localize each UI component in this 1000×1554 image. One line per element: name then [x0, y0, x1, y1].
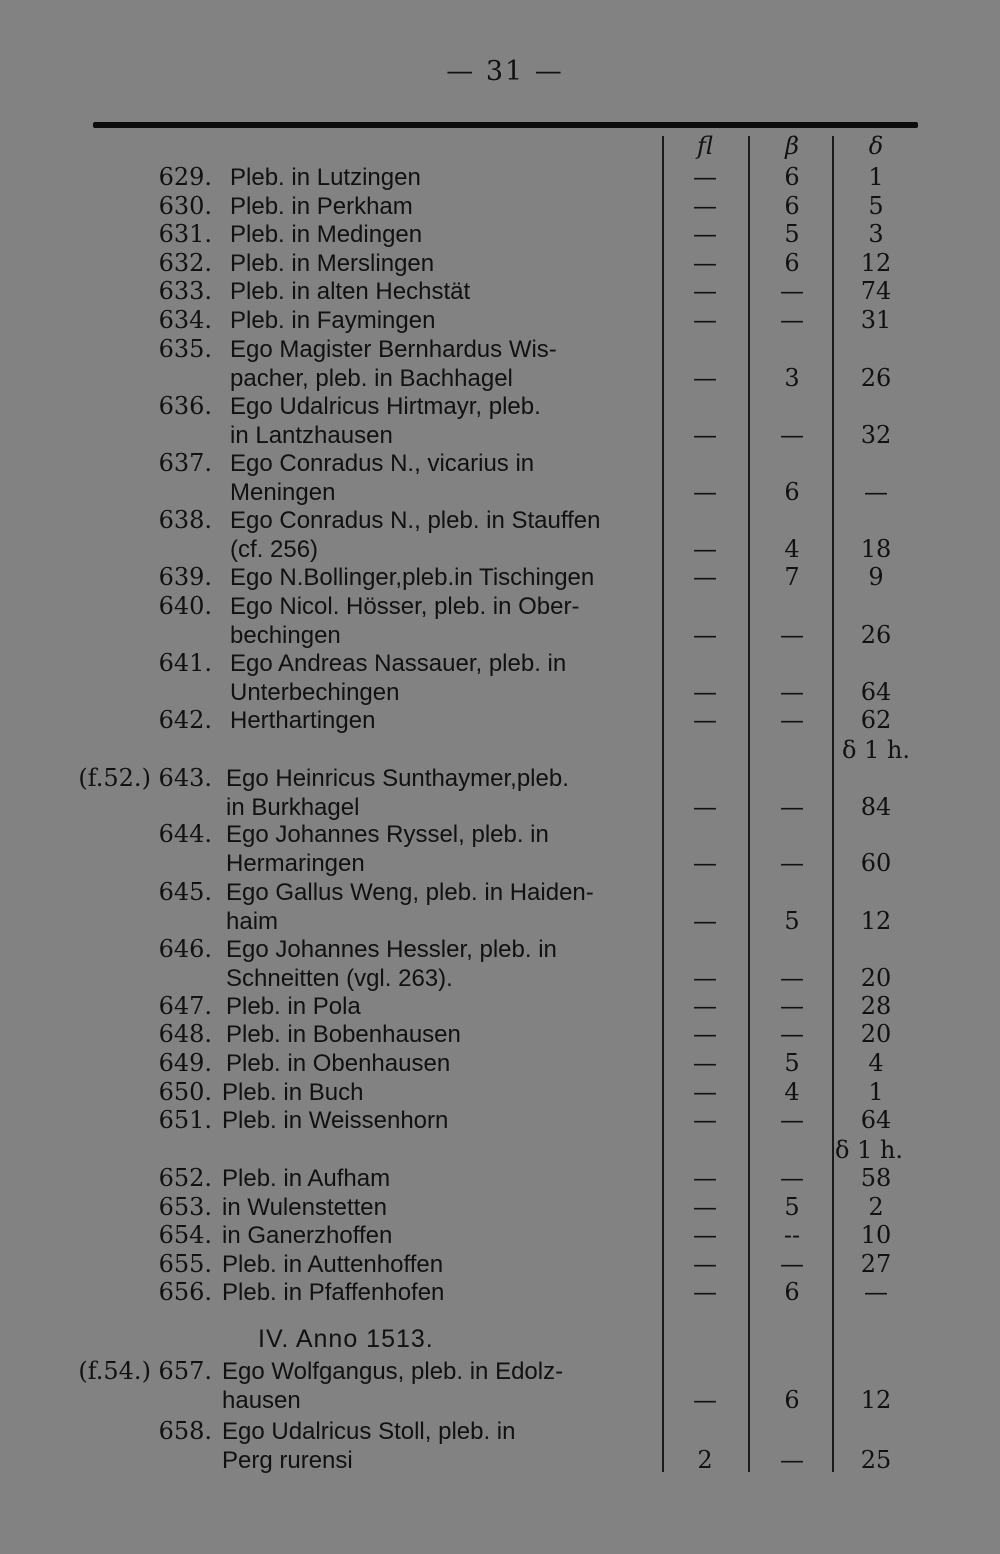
amount-delta: 3 [868, 220, 884, 248]
amount-beta: — [780, 964, 804, 992]
entry-text: Herthartingen [230, 707, 376, 734]
note: δ 1 h. [842, 736, 911, 764]
entry-text: Ego Johannes Hessler, pleb. in [226, 936, 557, 963]
amount-fl: — [693, 220, 717, 248]
entry-text: in Lantzhausen [230, 422, 393, 449]
entry-text: Meningen [230, 479, 336, 506]
amount-delta: 10 [860, 1221, 892, 1249]
amount-beta: 6 [784, 249, 800, 277]
amount-beta: 5 [784, 1049, 800, 1077]
amount-fl: — [693, 306, 717, 334]
amount-fl: — [693, 478, 717, 506]
amount-beta: -- [783, 1221, 801, 1249]
amount-beta: 6 [784, 192, 800, 220]
amount-fl: — [693, 1164, 717, 1192]
amount-fl: — [693, 1193, 717, 1221]
amount-delta: 84 [860, 793, 892, 821]
entry-text: Unterbechingen [230, 679, 400, 706]
entry-text: (cf. 256) [230, 536, 319, 563]
entry-text: Pleb. in Auttenhoffen [222, 1251, 444, 1278]
entry-text: Pleb. in Buch [222, 1079, 364, 1106]
entry-text: Pleb. in Weissenhorn [222, 1107, 449, 1134]
entry-text: Ego Heinricus Sunthaymer,pleb. [226, 765, 569, 792]
amount-fl: — [693, 992, 717, 1020]
entry-text: Ego Udalricus Hirtmayr, pleb. [230, 393, 541, 420]
amount-delta: 62 [860, 706, 892, 734]
amount-fl: — [693, 1250, 717, 1278]
amount-fl: — [693, 421, 717, 449]
amount-delta: 26 [860, 621, 892, 649]
amount-fl: — [693, 964, 717, 992]
document-page: — 31 — fl β δ 629. Pleb. in Lutzingen — 6 1 630. Pleb. in Perkham — 6 5 631. Pleb. in Medingen — 5 3 632. Pleb. in Merslingen — 6 12 633. Pleb. in alten Hechstät — — 74 634. Pleb. in Faymingen — — 31 635. Ego Magister Bernhardus Wis- pacher, pleb. in Bachhagel — 3 26 636. Ego Udalricus Hirtmayr, pleb. in Lantzhausen — — 32 637. Ego Conradus N., vicarius in Meningen — 6 — 638. Ego Conradus N., pleb. in Stauffen (cf. 256) — 4 18 639. Ego N.Bollinger,pleb.in Tischingen — 7 9 640. Ego Nicol. Hösser, pleb. in Ober- bechingen — — 26 641. Ego Andreas Nassauer, pleb. in Unterbechingen — — 64 642. Herthartingen — — 62 (f.52.) 643. Ego Heinricus Sunthaymer,pleb. in Burkhagel — — 84 644. Ego Johannes Ryssel, pleb. in Hermaringen — — 60 645. Ego Gallus Weng, pleb. in Haiden- haim — 5 12 646. Ego Johannes Hessler, pleb. in Schneitten (vgl. 263). — — 20 647. Pleb. in Pola — — 28 648. Pleb. in Bobenhausen — — 20 649. Pleb. in Obenhausen — 5 4 650. Pleb. in Buch — 4 1 651. Pleb. in Weissenhorn — — 64 652. Pleb. in Aufham — — 58 653. in Wulenstetten — 5 2 654. in Ganerzhoffen — -- 10 655. Pleb. in Auttenhoffen — — 27 656. Pleb. in Pfaffenhofen — 6 — (f.54.) 657. Ego Wolfgangus, pleb. in Edolz- hausen — 6 12 658. Ego Udalricus Stoll, pleb. in Perg rurensi 2 — 25 δ 1 h. δ 1 h. IV. Anno 1513. [0, 0, 1000, 1554]
entry-text: Schneitten (vgl. 263). [226, 965, 453, 992]
amount-fl: — [693, 907, 717, 935]
amount-delta: 60 [860, 849, 892, 877]
entry-text: pacher, pleb. in Bachhagel [230, 365, 513, 392]
entry-text: Ego Magister Bernhardus Wis- [230, 336, 557, 363]
amount-beta: 5 [784, 1193, 800, 1221]
amount-fl: — [693, 1049, 717, 1077]
amount-beta: — [780, 706, 804, 734]
amount-delta: 4 [868, 1049, 884, 1077]
column-divider [748, 136, 750, 1472]
entry-text: Pleb. in Lutzingen [230, 164, 421, 191]
entry-text: Ego Conradus N., vicarius in [230, 450, 535, 477]
amount-delta: 64 [860, 1106, 892, 1134]
entry-text: in Burkhagel [226, 794, 360, 821]
amount-delta: 20 [860, 964, 892, 992]
amount-beta: 6 [784, 478, 800, 506]
amount-fl: — [693, 849, 717, 877]
entry-text: Pleb. in Pola [226, 993, 361, 1020]
amount-beta: — [780, 306, 804, 334]
amount-fl: — [693, 706, 717, 734]
amount-fl: — [693, 1278, 717, 1306]
amount-beta: — [780, 1164, 804, 1192]
entry-text: Pleb. in alten Hechstät [230, 278, 471, 305]
amount-beta: — [780, 849, 804, 877]
column-header-fl: fl [696, 132, 713, 160]
entry-text: Ego Nicol. Hösser, pleb. in Ober- [230, 593, 580, 620]
entry-text: Pleb. in Medingen [230, 221, 423, 248]
amount-fl: — [693, 1106, 717, 1134]
amount-beta: — [780, 992, 804, 1020]
amount-beta: 6 [784, 1278, 800, 1306]
amount-delta: 12 [860, 1386, 892, 1414]
amount-delta: 12 [860, 907, 892, 935]
amount-beta: — [780, 421, 804, 449]
amount-delta: — [864, 1278, 888, 1306]
amount-delta: 2 [868, 1193, 884, 1221]
entry-text: bechingen [230, 622, 341, 649]
amount-fl: — [693, 163, 717, 191]
entry-text: Pleb. in Perkham [230, 193, 413, 220]
amount-beta: 6 [784, 163, 800, 191]
page-number: — 31 — [446, 56, 564, 87]
amount-beta: — [780, 1020, 804, 1048]
entry-text: Perg rurensi [222, 1447, 353, 1474]
entry-text: Ego Andreas Nassauer, pleb. in [230, 650, 567, 677]
amount-fl: — [693, 1221, 717, 1249]
entry-text: Pleb. in Obenhausen [226, 1050, 451, 1077]
entry-text: Pleb. in Bobenhausen [226, 1021, 461, 1048]
entry-text: Pleb. in Faymingen [230, 307, 436, 334]
entry-text: Ego Conradus N., pleb. in Stauffen [230, 507, 601, 534]
amount-beta: — [780, 277, 804, 305]
entry-text: hausen [222, 1387, 301, 1414]
amount-fl: — [693, 277, 717, 305]
section-title: IV. Anno 1513. [258, 1325, 434, 1353]
entry-text: Hermaringen [226, 850, 365, 877]
entry-text: Pleb. in Aufham [222, 1165, 391, 1192]
amount-beta: — [780, 1250, 804, 1278]
amount-beta: — [780, 1446, 804, 1474]
amount-fl: — [693, 364, 717, 392]
amount-delta: 1 [868, 163, 884, 191]
entry-text: Ego N.Bollinger,pleb.in Tischingen [230, 564, 595, 591]
amount-beta: 7 [784, 563, 800, 591]
amount-delta: 58 [860, 1164, 892, 1192]
amount-beta: — [780, 793, 804, 821]
amount-fl: — [693, 563, 717, 591]
amount-fl: — [693, 1386, 717, 1414]
amount-beta: 4 [784, 535, 800, 563]
amount-delta: 26 [860, 364, 892, 392]
column-header-beta: β [785, 132, 799, 160]
amount-beta: 3 [784, 364, 800, 392]
amount-beta: — [780, 621, 804, 649]
entry-text: in Wulenstetten [222, 1194, 387, 1221]
amount-beta: — [780, 678, 804, 706]
amount-fl: 2 [697, 1446, 713, 1474]
entry-text: Ego Udalricus Stoll, pleb. in [222, 1418, 516, 1445]
amount-delta: 64 [860, 678, 892, 706]
amount-delta: 74 [860, 277, 892, 305]
column-header-delta: δ [868, 132, 884, 160]
entry-text: Pleb. in Merslingen [230, 250, 435, 277]
amount-fl: — [693, 793, 717, 821]
amount-delta: 18 [860, 535, 892, 563]
amount-fl: — [693, 535, 717, 563]
amount-delta: 1 [868, 1078, 884, 1106]
column-divider [832, 136, 834, 1472]
amount-fl: — [693, 1020, 717, 1048]
header-rule [93, 122, 918, 128]
amount-fl: — [693, 621, 717, 649]
amount-beta: 5 [784, 907, 800, 935]
amount-delta: 20 [860, 1020, 892, 1048]
entry-text: Ego Wolfgangus, pleb. in Edolz- [222, 1358, 564, 1385]
amount-beta: 6 [784, 1386, 800, 1414]
amount-delta: — [864, 478, 888, 506]
column-divider [662, 136, 664, 1472]
amount-fl: — [693, 249, 717, 277]
amount-fl: — [693, 192, 717, 220]
amount-fl: — [693, 678, 717, 706]
amount-delta: 28 [860, 992, 892, 1020]
amount-delta: 9 [868, 563, 884, 591]
amount-delta: 5 [868, 192, 884, 220]
amount-beta: — [780, 1106, 804, 1134]
entry-text: Ego Gallus Weng, pleb. in Haiden- [226, 879, 594, 906]
entry-text: Ego Johannes Ryssel, pleb. in [226, 821, 549, 848]
amount-fl: — [693, 1078, 717, 1106]
entry-text: haim [226, 908, 279, 935]
amount-beta: 5 [784, 220, 800, 248]
amount-beta: 4 [784, 1078, 800, 1106]
entry-text: in Ganerzhoffen [222, 1222, 393, 1249]
amount-delta: 12 [860, 249, 892, 277]
amount-delta: 25 [860, 1446, 892, 1474]
entry-text: Pleb. in Pfaffenhofen [222, 1279, 445, 1306]
amount-delta: 27 [860, 1250, 892, 1278]
note: δ 1 h. [835, 1136, 904, 1164]
amount-delta: 31 [860, 306, 892, 334]
amount-delta: 32 [860, 421, 892, 449]
